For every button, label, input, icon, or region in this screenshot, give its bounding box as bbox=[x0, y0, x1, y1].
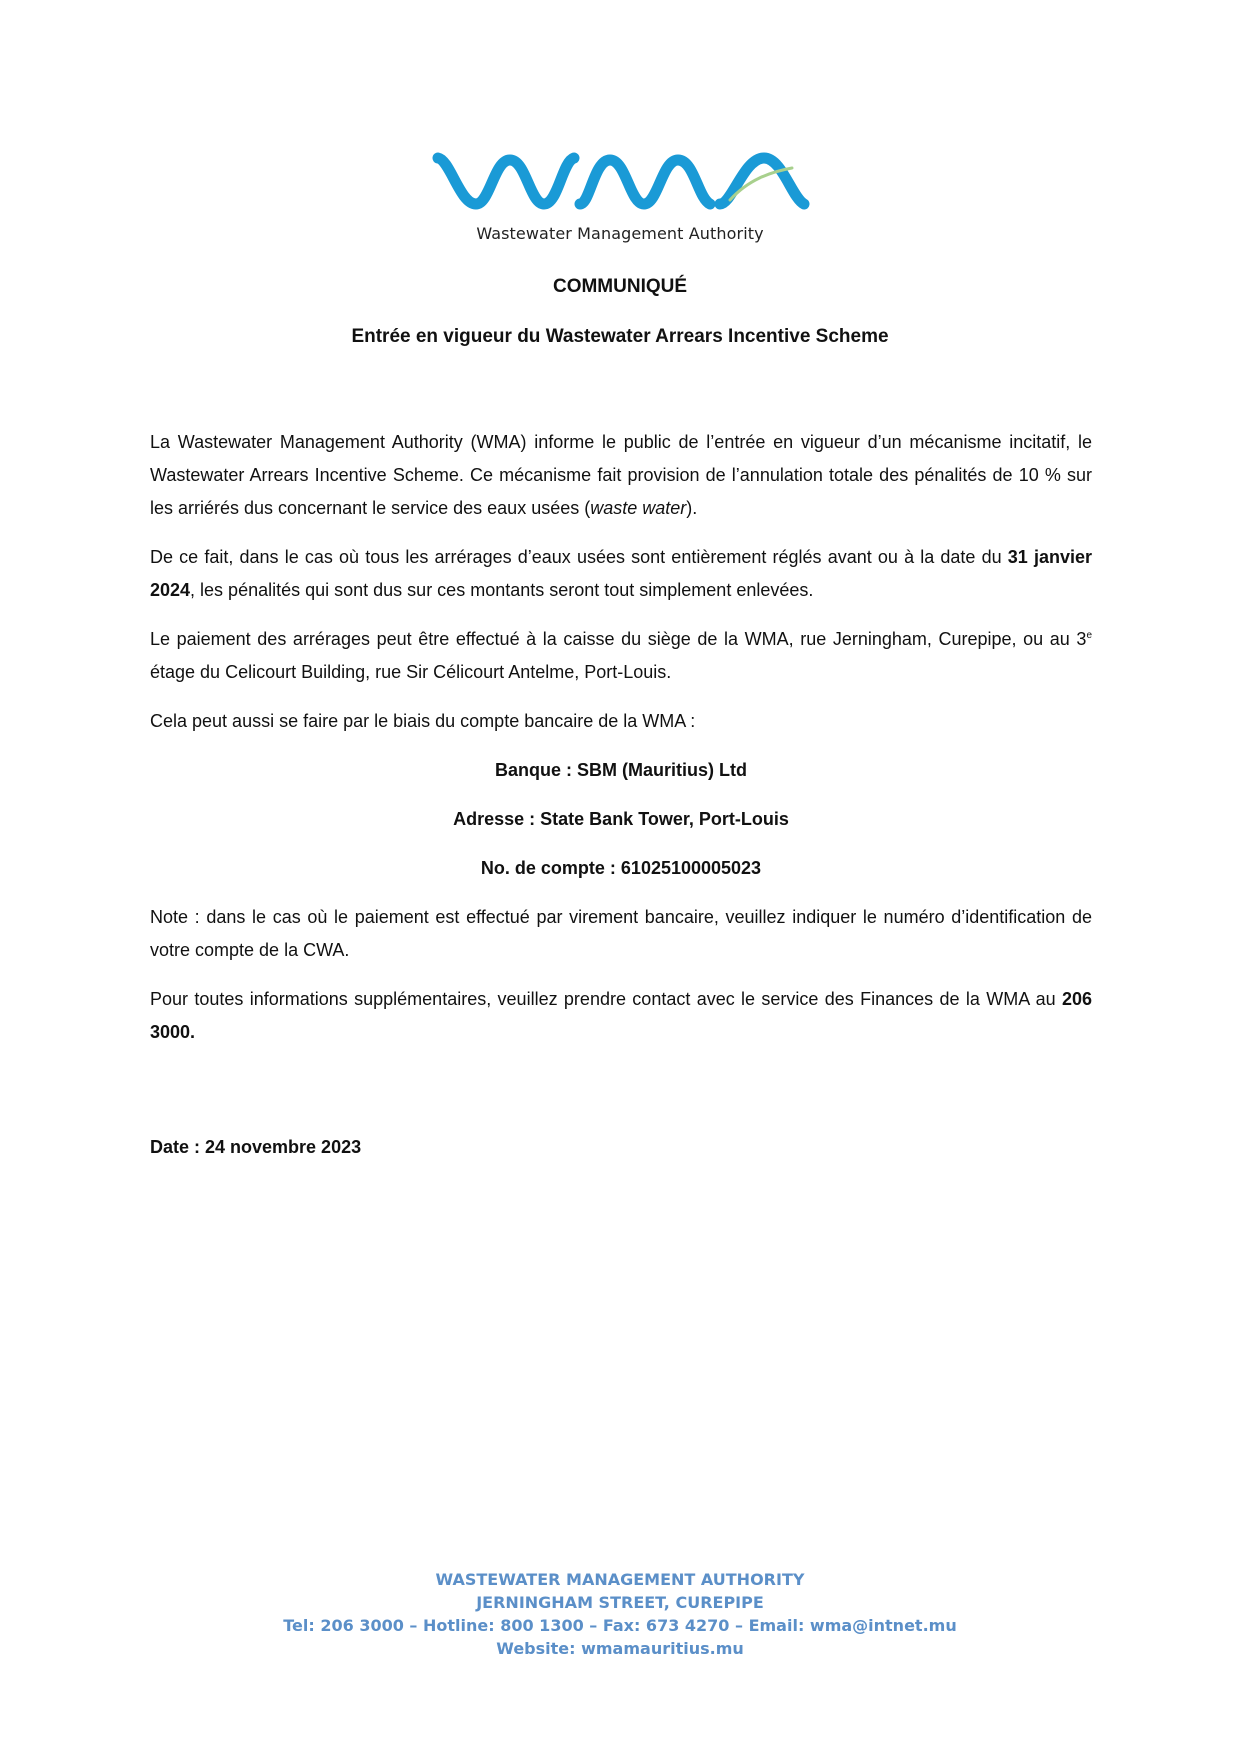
footer-contact: Tel: 206 3000 – Hotline: 800 1300 – Fax: 673 4270 – Email: wma@intnet.mu bbox=[283, 1616, 957, 1635]
document-body bbox=[150, 426, 1092, 1180]
paragraph-deadline: De ce fait, dans le cas où tous les arrérages d’eaux usées sont entièrement réglés avant ou à la date du 31 janvier 2024, les pénalités qui sont dus sur ces montants seront tout simplement enlevées. bbox=[150, 547, 1092, 600]
paragraph-intro: La Wastewater Management Authority (WMA) informe le public de l’entrée en vigueur d’un mécanisme incitatif, le Wastewater Arrears Incentive Scheme. Ce mécanisme fait provision de l’annulation totale des pénalités de 10 % sur les arriérés dus concernant le service des eaux usées (waste water). bbox=[150, 432, 1092, 518]
logo-subtitle: Wastewater Management Authority bbox=[476, 224, 764, 243]
paragraph-note: Note : dans le cas où le paiement est effectué par virement bancaire, veuillez indiquer le numéro d’identification de votre compte de la CWA. bbox=[150, 907, 1092, 960]
footer bbox=[0, 1568, 1240, 1660]
document-title: COMMUNIQUÉ bbox=[552, 276, 688, 297]
bank-name: Banque : SBM (Mauritius) Ltd bbox=[495, 760, 747, 780]
paragraph-payment-locations: Le paiement des arrérages peut être effectué à la caisse du siège de la WMA, rue Jerningham, Curepipe, ou au 3e étage du Celicourt Building, rue Sir Célicourt Antelme, Port-Louis. bbox=[150, 629, 1092, 682]
footer-website: Website: wmamauritius.mu bbox=[496, 1639, 744, 1658]
document-subtitle: Entrée en vigueur du Wastewater Arrears Incentive Scheme bbox=[351, 326, 889, 347]
wma-logo-mark bbox=[430, 148, 810, 214]
bank-address: Adresse : State Bank Tower, Port-Louis bbox=[453, 809, 789, 829]
footer-org-name: WASTEWATER MANAGEMENT AUTHORITY bbox=[435, 1570, 805, 1589]
document-date: Date : 24 novembre 2023 bbox=[150, 1137, 362, 1157]
bank-account-number: No. de compte : 61025100005023 bbox=[480, 858, 762, 878]
paragraph-contact: Pour toutes informations supplémentaires, veuillez prendre contact avec le service des Finances de la WMA au 206 3000. bbox=[150, 989, 1092, 1042]
wma-logo bbox=[430, 148, 810, 248]
footer-street: JERNINGHAM STREET, CUREPIPE bbox=[476, 1593, 764, 1612]
paragraph-bank-intro: Cela peut aussi se faire par le biais du compte bancaire de la WMA : bbox=[150, 711, 696, 731]
